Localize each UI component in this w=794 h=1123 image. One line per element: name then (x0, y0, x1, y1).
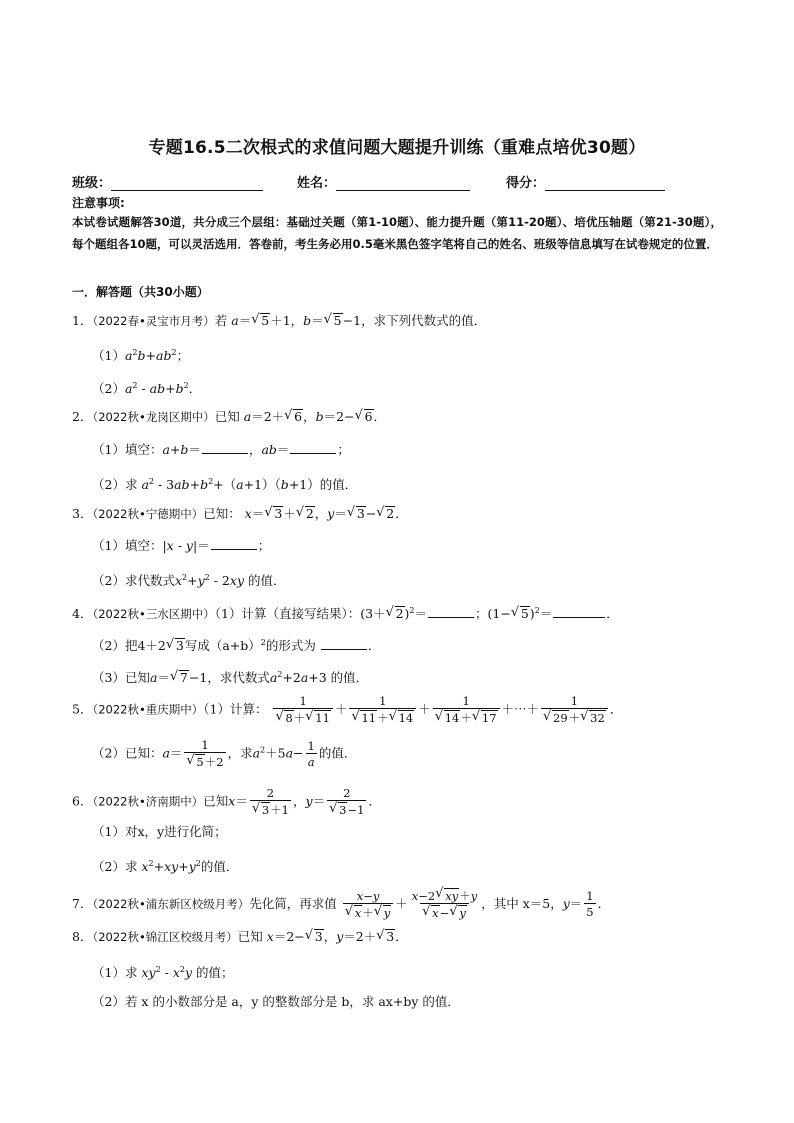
question-6-part-2: （2）求 $x^2+xy+y^2$的值． (92, 859, 239, 874)
score-field[interactable]: 得分： (506, 172, 665, 191)
question-1: 1．（2022春•灵宝市月考）若 a＝√ 5＋1，b＝√ 5−1，求下列代数式的值． (72, 311, 486, 331)
question-8-part-1: （1）求 $xy^2 - x^2y$ 的值； (92, 965, 234, 980)
page-title: 专题16.5二次根式的求值问题大题提升训练（重难点培优30题） (148, 138, 646, 158)
question-1-part-1: $(1)a^2b+ab^2$； (92, 348, 190, 363)
question-3: 3．（2022秋•宁德期中）已知： x＝√ 3＋√ 2，y＝√ 3−√ 2． (72, 504, 408, 524)
question-4: 4．（2022秋•三水区期中）（1）计算（直接写结果）：(3＋√ 2)$^2$＝ ；(1−√ 5)$^2$＝ ． (72, 601, 619, 624)
notes-heading: 注意事项: (72, 196, 125, 210)
question-2-part-1: （1）填空：a+b＝ ，ab＝ ； (92, 442, 350, 457)
question-5: 5．（2022秋•重庆期中）（1）计算： 1 √ 8＋√ 11 ＋ 1 √ 11＋√ 14 ＋ 1 √ 14＋√ 17 ＋⋯＋ 1 √ 29＋√ 32 ． (72, 694, 622, 726)
question-2-part-2: （2）求 $a^2 - 3ab+b^2+(a+1)(b+1)$的值． (92, 477, 358, 492)
question-1-part-2: $(2)a^2 - ab+b^2$． (92, 381, 202, 396)
question-3-part-1: （1）填空：|x - y|＝ ； (92, 538, 271, 553)
section-heading: 一．解答题（共30小题） (72, 285, 209, 299)
question-8-part-2: （2）若 x 的小数部分是 a，y 的整数部分是 b，求 ax+by 的值． (92, 994, 460, 1009)
info-row (72, 172, 712, 192)
question-3-part-2: （2）求代数式$x^2+y^2 - 2xy$ 的值． (92, 573, 286, 588)
question-6: 6．（2022秋•济南期中）已知x＝ 2 √ 3＋1 ，y＝ 2 √ 3−1 ． (72, 786, 381, 818)
name-field[interactable]: 姓名： (297, 172, 470, 191)
class-field[interactable]: 班级： (72, 172, 263, 191)
question-8: 8．（2022秋•锦江区校级月考）已知 x＝2−√ 3，y＝2＋√ 3． (72, 927, 408, 947)
question-7: 7．（2022秋•浦东新区校级月考）先化简，再求值 x−y √ x＋√ y ＋ x−2√ xy＋y √ x−√ y ，其中 x＝5，y＝ $\frac{1}{5}$ ． (72, 888, 610, 921)
question-5-part-2: （2）已知：a＝ 1 √ 5＋2 ，求$a^2+5a-$ $\frac{1}{a}$ 的值． (92, 738, 356, 770)
question-4-part-2: （2）把4＋2√ 3写成$(a+b)^2$的形式为 ． (92, 633, 380, 656)
question-6-part-1: （1）对x，y进行化简； (92, 824, 227, 839)
question-4-part-3: （3）已知a＝√ 7−1，求代数式$a^2+2a+3$ 的值． (92, 665, 368, 688)
notes-body: 本试卷试题解答30道，共分成三个层组：基础过关题（第1-10题）、能力提升题（第11-20题）、培优压轴题（第21-30题），每个题组各10题，可以灵活选用．答卷前，考生务必用0.5毫米黑色签字笔将自己的姓名、班级等信息填写在试卷规定的位置． (72, 215, 722, 251)
question-2: 2．（2022秋•龙岗区期中）已知 a＝2＋√ 6，b＝2−√ 6． (72, 407, 386, 427)
